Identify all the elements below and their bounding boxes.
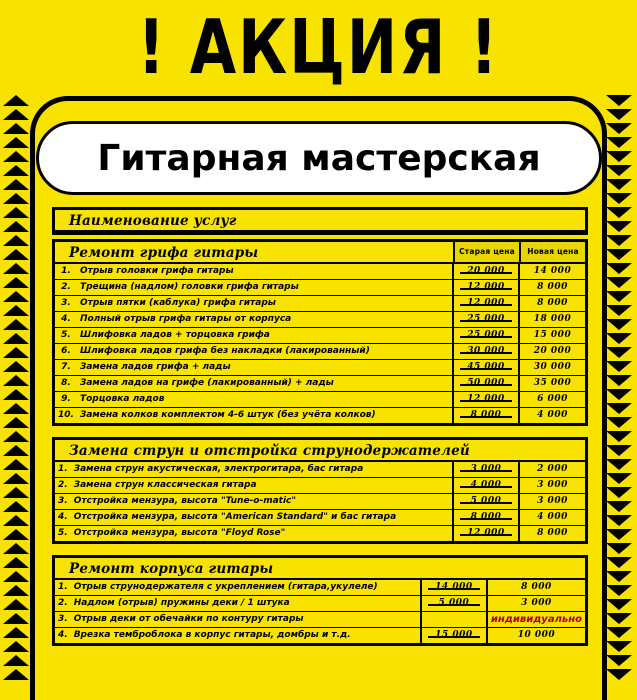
strikethrough-line — [460, 320, 512, 322]
strikethrough-line — [460, 288, 512, 290]
decorative-zigzag-right — [605, 92, 635, 700]
price-block-heading-label: Замена струн и отстройка струнодержателей — [69, 443, 470, 459]
banner-title: ! АКЦИЯ ! — [137, 4, 500, 92]
new-price-cell: 18 000 — [519, 312, 585, 328]
service-name: Трещина (надлом) головки грифа гитары — [77, 280, 453, 296]
row-number: 4. — [55, 510, 71, 526]
price-block-heading-label: Ремонт корпуса гитары — [69, 561, 274, 577]
old-price-cell — [453, 264, 519, 280]
table-row — [55, 580, 585, 596]
workshop-title-badge — [36, 121, 602, 195]
strikethrough-line — [460, 486, 512, 488]
row-number: 1. — [58, 464, 68, 474]
row-number: 3. — [55, 612, 71, 628]
price-block — [52, 555, 588, 646]
table-row — [55, 628, 585, 644]
old-price-cell — [453, 280, 519, 296]
price-block-heading — [55, 440, 585, 462]
old-price-cell — [421, 628, 487, 644]
row-number: 7. — [55, 360, 77, 376]
price-table — [55, 264, 585, 423]
row-number: 8. — [55, 376, 77, 392]
old-price-cell — [421, 596, 487, 612]
new-price-cell: 20 000 — [519, 344, 585, 360]
old-price-cell — [453, 344, 519, 360]
strikethrough-line — [460, 352, 512, 354]
old-price-cell — [453, 312, 519, 328]
new-price-cell: 8 000 — [519, 280, 585, 296]
new-price-cell: 3 000 — [519, 478, 585, 494]
strikethrough-line — [428, 604, 480, 606]
row-number: 3. — [55, 494, 71, 510]
services-header — [55, 210, 585, 232]
table-row — [55, 462, 585, 478]
table-row — [55, 612, 585, 628]
strikethrough-line — [460, 272, 512, 274]
strikethrough-line — [460, 534, 512, 536]
table-row — [55, 360, 585, 376]
table-row — [55, 392, 585, 408]
service-name: Отстройка мензура, высота "Floyd Rose" — [71, 526, 453, 542]
table-row — [55, 596, 585, 612]
new-price-cell: 8 000 — [487, 580, 585, 596]
table-row — [55, 328, 585, 344]
service-name: Отрыв струнодержателя с укреплением (гитара,укулеле) — [73, 582, 378, 592]
row-number: 4. — [55, 628, 71, 644]
service-name: Врезка темброблока в корпус гитары, домбры и т.д. — [71, 628, 421, 644]
strikethrough-line — [460, 502, 512, 504]
old-price-cell — [421, 612, 487, 628]
old-price-cell — [453, 376, 519, 392]
old-price-cell — [421, 580, 487, 596]
service-name: Надлом (отрыв) пружины деки / 1 штука — [71, 596, 421, 612]
service-name: Замена струн классическая гитара — [71, 478, 453, 494]
price-table — [55, 580, 585, 643]
new-price-cell: 4 000 — [519, 408, 585, 424]
price-block-heading — [55, 242, 585, 264]
service-name: Отстройка мензура, высота "Аmerican Standard" и бас гитара — [71, 510, 453, 526]
service-name: Отрыв головки грифа гитары — [79, 266, 234, 276]
new-price-cell: 35 000 — [519, 376, 585, 392]
old-price-cell — [453, 360, 519, 376]
row-number: 5. — [55, 526, 71, 542]
strikethrough-line — [460, 384, 512, 386]
row-number: 9. — [55, 392, 77, 408]
service-name: Отрыв пятки (каблука) грифа гитары — [77, 296, 453, 312]
service-name: Отстройка мензура, высота "Tune-o-matic" — [71, 494, 453, 510]
new-price-cell: 8 000 — [519, 296, 585, 312]
strikethrough-line — [428, 636, 480, 638]
new-price-cell: 10 000 — [487, 628, 585, 644]
old-price-cell — [453, 408, 519, 424]
table-row — [55, 312, 585, 328]
new-price-cell: 3 000 — [487, 596, 585, 612]
table-row — [55, 510, 585, 526]
new-price-cell: 8 000 — [519, 526, 585, 542]
old-price-cell — [453, 328, 519, 344]
row-number: 4. — [55, 312, 77, 328]
row-number: 1. — [58, 582, 68, 592]
strikethrough-line — [460, 336, 512, 338]
old-price-header: Старая цена — [453, 242, 519, 262]
table-row — [55, 526, 585, 542]
price-column-headers — [453, 242, 585, 262]
table-row — [55, 264, 585, 280]
services-header-label: Наименование услуг — [69, 213, 237, 229]
table-row — [55, 376, 585, 392]
old-price-cell — [453, 392, 519, 408]
strikethrough-line — [460, 518, 512, 520]
table-row — [55, 296, 585, 312]
service-name: Торцовка ладов — [77, 392, 453, 408]
price-table — [55, 462, 585, 541]
strikethrough-line — [460, 368, 512, 370]
row-number: 5. — [55, 328, 77, 344]
strikethrough-line — [460, 400, 512, 402]
service-name: Замена ладов на грифе (лакированный) + лады — [77, 376, 453, 392]
service-name: Полный отрыв грифа гитары от корпуса — [77, 312, 453, 328]
table-row — [55, 478, 585, 494]
old-price-cell — [453, 296, 519, 312]
strikethrough-line — [460, 304, 512, 306]
price-list-header-block — [52, 207, 588, 235]
new-price-cell: 4 000 — [519, 510, 585, 526]
service-name: Замена струн акустическая, электрогитара, бас гитара — [73, 464, 364, 474]
new-price-cell: 3 000 — [519, 494, 585, 510]
price-block-heading-label: Ремонт грифа гитары — [69, 245, 259, 261]
row-number: 3. — [55, 296, 77, 312]
old-price-cell — [453, 510, 519, 526]
price-list — [52, 207, 588, 657]
service-name: Отрыв деки от обечайки по контуру гитары — [71, 612, 421, 628]
old-price-cell — [453, 494, 519, 510]
table-row — [55, 408, 585, 424]
new-price-cell: 15 000 — [519, 328, 585, 344]
new-price-cell: 2 000 — [519, 462, 585, 478]
new-price-header: Новая цена — [519, 242, 585, 262]
service-name: Шлифовка ладов грифа без накладки (лакированный) — [77, 344, 453, 360]
old-price-cell — [453, 478, 519, 494]
row-number: 2. — [55, 280, 77, 296]
service-name: Шлифовка ладов + торцовка грифа — [77, 328, 453, 344]
price-block — [52, 239, 588, 426]
new-price-cell: 14 000 — [519, 264, 585, 280]
decorative-zigzag-left — [2, 92, 32, 700]
new-price-cell: индивидуально — [487, 612, 585, 628]
old-price-cell — [453, 462, 519, 478]
new-price-cell: 30 000 — [519, 360, 585, 376]
price-block — [52, 437, 588, 544]
old-price-cell — [453, 526, 519, 542]
table-row — [55, 344, 585, 360]
new-price-cell: 6 000 — [519, 392, 585, 408]
page-title: Гитарная мастерская — [97, 137, 541, 179]
row-number: 10. — [55, 408, 77, 424]
strikethrough-line — [460, 470, 512, 472]
strikethrough-line — [428, 588, 480, 590]
table-row — [55, 494, 585, 510]
row-number: 6. — [55, 344, 77, 360]
service-name: Замена ладов грифа + лады — [77, 360, 453, 376]
table-row — [55, 280, 585, 296]
row-number: 2. — [55, 478, 71, 494]
promo-banner — [0, 0, 637, 96]
strikethrough-line — [460, 416, 512, 418]
service-name: Замена колков комплектом 4-6 штук (без учёта колков) — [77, 408, 453, 424]
row-number: 2. — [55, 596, 71, 612]
row-number: 1. — [61, 266, 71, 276]
price-block-heading — [55, 558, 585, 580]
